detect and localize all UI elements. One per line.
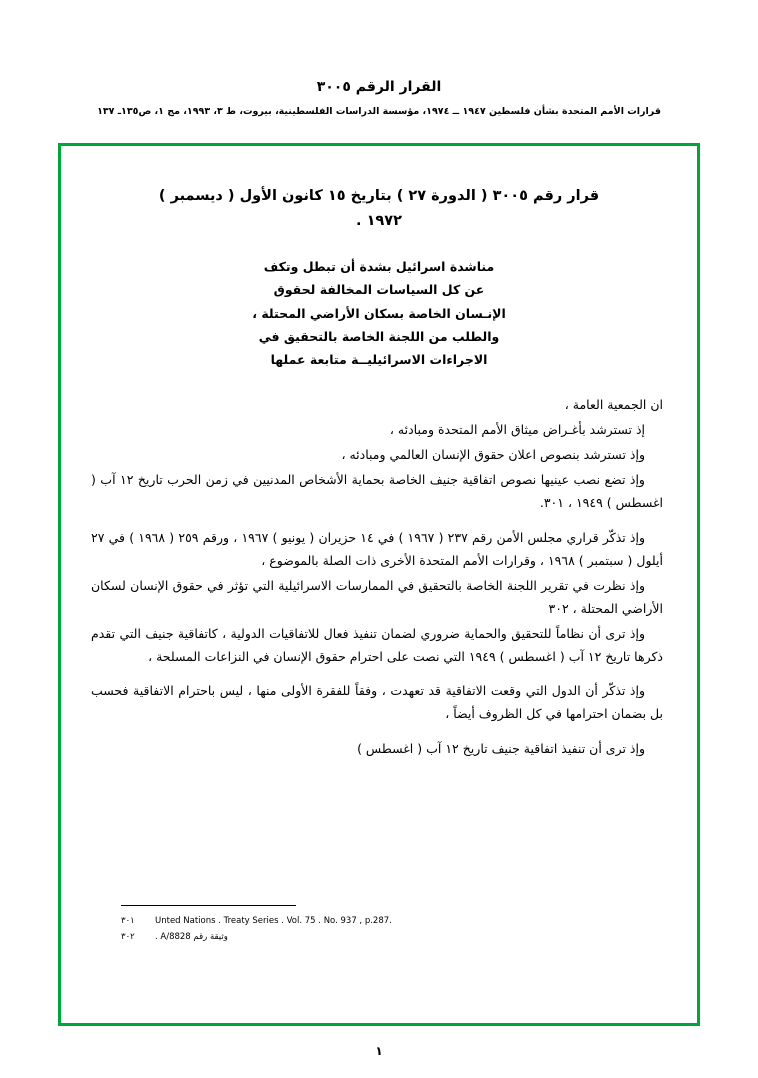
- summary-line-2: عن كل السياسات المخالفة لحقوق: [273, 282, 485, 298]
- resolution-heading: [91, 184, 667, 233]
- resolution-body: [91, 393, 667, 760]
- resolution-heading-line1: قرار رقم ٣٠٠٥ ( الدورة ٢٧ ) بتاريخ ١٥ كانون الأول ( ديسمبر ): [158, 188, 600, 204]
- body-paragraph-9: وإذ ترى أن تنفيذ اتفاقية جنيف تاريخ ١٢ آب ( اغسطس ): [357, 740, 645, 756]
- footnote-item: [121, 913, 441, 929]
- source-citation: قرارات الأمم المتحدة بشأن فلسطين ١٩٤٧ ــ ١٩٧٤، مؤسسة الدراسات الفلسطينية، بيروت، ط ٣، ١٩٩٣، مج ١، ص١٣٥ـ ١٣٧: [97, 105, 661, 117]
- document-content: [91, 166, 667, 1003]
- resolution-summary: [91, 255, 667, 371]
- summary-line-4: والطلب من اللجنة الخاصة بالتحقيق في: [258, 328, 500, 344]
- resolution-heading-line2: ١٩٧٢ .: [356, 212, 402, 229]
- footnote-text: Unted Nations . Treaty Series . Vol. 75 . No. 937 , p.287.: [155, 915, 392, 926]
- page-number: ١: [375, 1044, 383, 1058]
- body-paragraph-8: وإذ تذكّر أن الدول التي وقعت الاتفاقية قد تعهدت ، وفقاً للفقرة الأولى منها ، ليس باحترام الاتفاقية فحسب بل بضمان احترامها في كل الظروف أيضاً ،: [91, 683, 663, 722]
- footnotes-section: [121, 905, 441, 945]
- footnote-text: وثيقة رقم A/8828 .: [155, 931, 228, 942]
- summary-line-5: الاجراءات الاسرائيليــة متابعة عملها: [270, 351, 488, 367]
- body-paragraph-2: إذ تسترشد بأغـراض ميثاق الأمم المتحدة ومبادئه ،: [389, 422, 645, 438]
- body-paragraph-3: وإذ تسترشد بنصوص اعلان حقوق الإنسان العالمي ومبادئه ،: [341, 447, 645, 463]
- green-border-frame: [58, 143, 700, 1026]
- body-paragraph-1: ان الجمعية العامة ،: [564, 396, 663, 412]
- summary-line-1: مناشدة اسرائيل بشدة أن تبطل وتكف: [263, 259, 495, 275]
- page-title: القرار الرقم ٣٠٠٥: [316, 79, 442, 95]
- summary-line-3: الإنـسان الخاصة بسكان الأراضي المحتلة ،: [252, 305, 506, 321]
- footnote-item: [121, 929, 441, 945]
- body-paragraph-7: وإذ ترى أن نظاماً للتحقيق والحماية ضروري لضمان تنفيذ فعال للاتفاقيات الدولية ، كاتفاقية جنيف التي تقدم ذكرها تاريخ ١٢ آب ( اغسطس ) ١٩٤٩ التي نصت على احترام حقوق الإنسان في النزاعات المسلحة ،: [91, 626, 663, 665]
- footnote-number: ٣٠١: [121, 915, 135, 926]
- body-paragraph-5: وإذ تذكّر قراري مجلس الأمن رقم ٢٣٧ ( ١٩٦٧ ) في ١٤ حزيران ( يونيو ) ١٩٦٧ ، ورقم ٢٥٩ ( ١٩٦٨ ) في ٢٧ أيلول ( سبتمبر ) ١٩٦٨ ، وقرارات الأمم المتحدة الأخرى ذات الصلة بالموضوع ،: [91, 529, 663, 568]
- body-paragraph-6: وإذ نظرت في تقرير اللجنة الخاصة بالتحقيق في الممارسات الاسرائيلية التي تؤثر في حقوق الإنسان لسكان الأراضي المحتلة ، ٣٠٢: [91, 577, 663, 616]
- footnote-divider: [121, 905, 296, 906]
- footnote-number: ٣٠٢: [121, 931, 135, 942]
- document-header: [0, 78, 758, 119]
- body-paragraph-4: وإذ تضع نصب عينيها نصوص اتفاقية جنيف الخاصة بحماية الأشخاص المدنيين في زمن الحرب تاريخ ١٢ آب ( اغسطس ) ١٩٤٩ ، ٣٠١.: [91, 472, 663, 511]
